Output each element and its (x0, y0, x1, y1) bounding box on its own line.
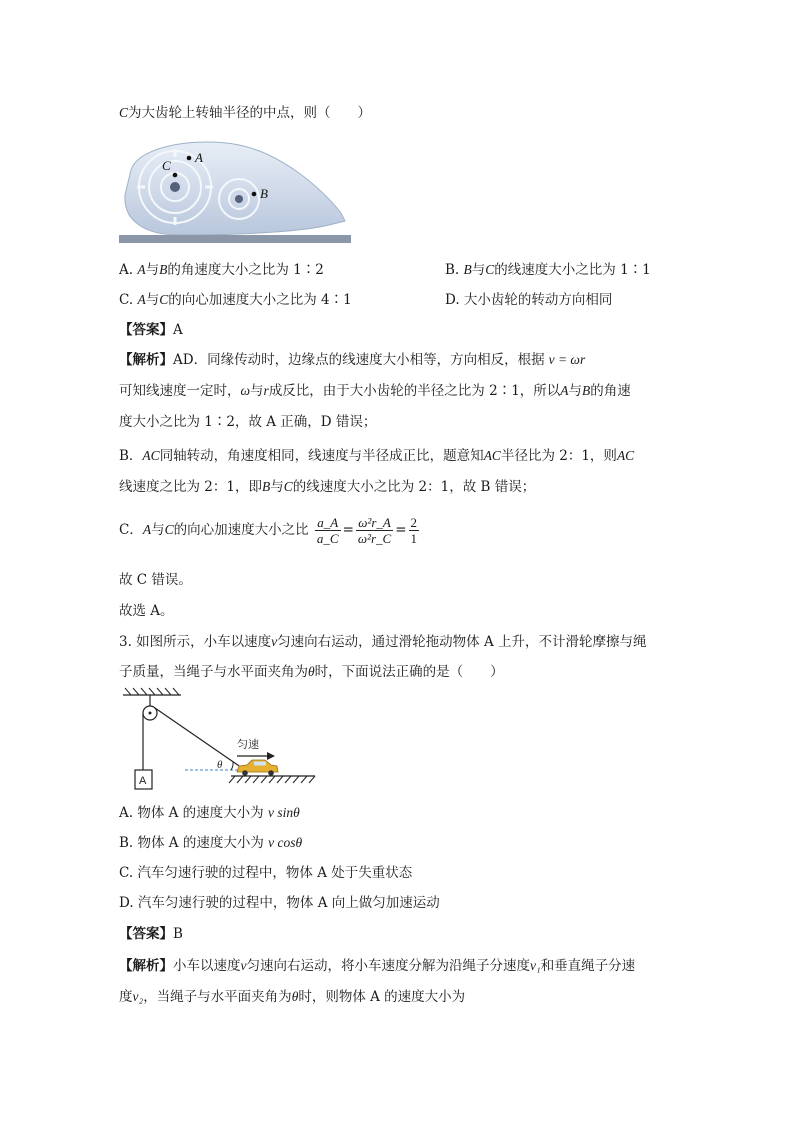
q2-analysis-line-1: 【解析】AD．同缘传动时，边缘点的线速度大小相等，方向相反，根据 v = ωr (119, 352, 586, 368)
q2-analysis-line-8: 故选 A。 (119, 603, 174, 619)
q2-answer: 【答案】A (119, 322, 183, 338)
q3-option-c: C. 汽车匀速行驶的过程中，物体 A 处于失重状态 (119, 865, 413, 881)
q3-stem-1: 3. 如图所示，小车以速度v匀速向右运动，通过滑轮拖动物体 A 上升，不计滑轮摩擦与绳 (119, 634, 647, 650)
q3-analysis-line-2: 度v₂，当绳子与水平面夹角为θ时，则物体 A 的速度大小为 (119, 989, 466, 1005)
q2-option-b: B. B与C的线速度大小之比为 1∶1 (445, 262, 651, 278)
label-b: B (260, 186, 268, 201)
q2-analysis-line-7: 故 C 错误。 (119, 572, 192, 588)
q3-option-b: B. 物体 A 的速度大小为 v cosθ (119, 835, 303, 851)
q2-analysis-line-6: C．A与C的向心加速度大小之比 $\frac{a\_A}{a\_C}$ = $\frac{\text{ω²r\_A}}{\text{ω²r\_C}}$ = $\frac{2}{1}$ (119, 515, 418, 546)
fraction-omega-r: $\frac{\text{ω²r\_A}}{\text{ω²r\_C}}$ (357, 515, 392, 546)
q3-option-d: D. 汽车匀速行驶的过程中，物体 A 向上做匀加速运动 (119, 895, 440, 911)
label-c: C (162, 158, 171, 173)
q3-analysis-line-1: 【解析】小车以速度v匀速向右运动，将小车速度分解为沿绳子分速度v₁和垂直绳子分速 (119, 958, 636, 974)
theta-label: θ (217, 759, 223, 771)
block-a-label: A (139, 775, 147, 787)
q2-option-d: D. 大小齿轮的转动方向相同 (445, 292, 613, 308)
pulley-car-figure (119, 686, 319, 792)
label-a: A (195, 150, 203, 165)
q2-option-a: A. A与B的角速度大小之比为 1∶2 (119, 262, 324, 278)
q2-analysis-line-5: 线速度之比为 2：1，即B与C的线速度大小之比为 2：1，故 B 错误； (119, 479, 536, 495)
q2-analysis-line-3: 度大小之比为 1∶2，故 A 正确，D 错误； (119, 414, 377, 430)
speed-label: 匀速 (237, 738, 259, 751)
q2-intro: C为大齿轮上转轴半径的中点，则（ ） (119, 105, 372, 121)
q3-option-a: A. 物体 A 的速度大小为 v sinθ (119, 805, 300, 821)
q2-option-c: C. A与C的向心加速度大小之比为 4∶1 (119, 292, 352, 308)
q3-stem-2: 子质量，当绳子与水平面夹角为θ时，下面说法正确的是（ ） (119, 664, 504, 680)
q3-answer: 【答案】B (119, 926, 183, 942)
q2-analysis-line-4: B．AC同轴转动，角速度相同，线速度与半径成正比，题意知AC半径比为 2：1，则AC (119, 448, 635, 464)
fraction-ratio: $\frac{2}{1}$ (410, 515, 418, 546)
q2-analysis-line-2: 可知线速度一定时，ω与r成反比，由于大小齿轮的半径之比为 2∶1，所以A与B的角速 (119, 383, 631, 399)
correction-tape-figure (119, 135, 351, 245)
fraction-accel: $\frac{a\_A}{a\_C}$ (316, 515, 339, 546)
